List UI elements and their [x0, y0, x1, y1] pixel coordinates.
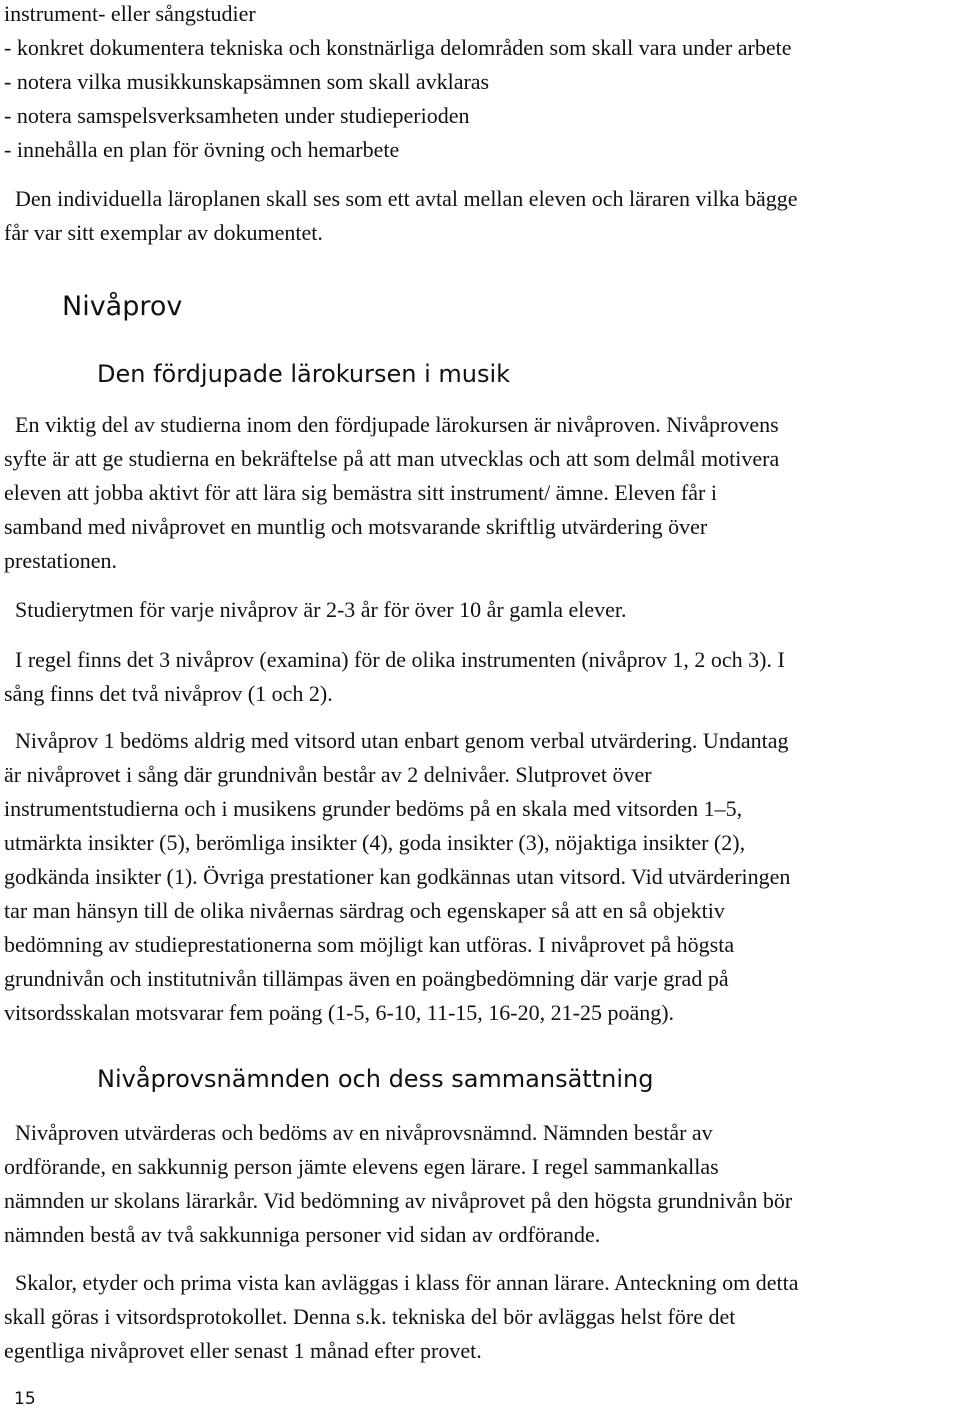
rhythm-paragraph	[4, 593, 959, 627]
paragraph-line: prestationen.	[4, 548, 118, 573]
paragraph-line: får var sitt exemplar av dokumentet.	[4, 220, 323, 245]
list-item: - innehålla en plan för övning och hemarbete	[4, 137, 400, 162]
list-item: instrument- eller sångstudier	[4, 1, 256, 26]
paragraph-line: ordförande, en sakkunnig person jämte elevens egen lärare. I regel sammankallas	[4, 1154, 719, 1179]
grading-paragraph	[4, 724, 959, 1030]
board-paragraph	[4, 1116, 959, 1252]
paragraph-line: sång finns det två nivåprov (1 och 2).	[4, 681, 333, 706]
paragraph-line: godkända insikter (1). Övriga prestationer kan godkännas utan vitsord. Vid utvärderingen	[4, 864, 791, 889]
paragraph-line: vitsordsskalan motsvarar fem poäng (1-5, 6-10, 11-15, 16-20, 21-25 poäng).	[4, 1000, 675, 1025]
paragraph-line: I regel finns det 3 nivåprov (examina) för de olika instrumenten (nivåprov 1, 2 och 3). I	[15, 647, 785, 672]
paragraph-line: Skalor, etyder och prima vista kan avläggas i klass för annan lärare. Anteckning om detta	[15, 1270, 799, 1295]
paragraph-line: nämnden bestå av två sakkunniga personer vid sidan av ordförande.	[4, 1222, 601, 1247]
course-paragraph	[4, 408, 959, 578]
paragraph-line: nämnden ur skolans lärarkår. Vid bedömning av nivåprovet på den högsta grundnivån bör	[4, 1188, 793, 1213]
paragraph-line: är nivåprovet i sång där grundnivån består av 2 delnivåer. Slutprovet över	[4, 762, 652, 787]
heading-nivaprov: Nivåprov	[62, 291, 183, 322]
paragraph-line: syfte är att ge studierna en bekräftelse på att man utvecklas och att som delmål motivera	[4, 446, 780, 471]
paragraph-line: skall göras i vitsordsprotokollet. Denna s.k. tekniska del bör avläggas helst före det	[4, 1304, 736, 1329]
paragraph-line: Nivåprov 1 bedöms aldrig med vitsord utan enbart genom verbal utvärdering. Undantag	[15, 728, 789, 753]
list-item: - notera samspelsverksamheten under studieperioden	[4, 103, 470, 128]
page-number: 15	[14, 1389, 36, 1409]
paragraph-line: samband med nivåprovet en muntlig och motsvarande skriftlig utvärdering över	[4, 514, 708, 539]
scales-paragraph	[4, 1266, 959, 1368]
count-paragraph	[4, 643, 959, 711]
paragraph-line: Den individuella läroplanen skall ses som ett avtal mellan eleven och läraren vilka bägge	[15, 186, 798, 211]
paragraph-line: egentliga nivåprovet eller senast 1 månad efter provet.	[4, 1338, 482, 1363]
paragraph-line: tar man hänsyn till de olika nivåernas särdrag och egenskaper så att en så objektiv	[4, 898, 725, 923]
plan-paragraph	[4, 182, 959, 250]
paragraph-line: instrumentstudierna och i musikens grunder bedöms på en skala med vitsorden 1–5,	[4, 796, 743, 821]
paragraph-line: grundnivån och institutnivån tillämpas även en poängbedömning där varje grad på	[4, 966, 729, 991]
paragraph-line: eleven att jobba aktivt för att lära sig bemästra sitt instrument/ ämne. Eleven får i	[4, 480, 717, 505]
list-item: - notera vilka musikkunskapsämnen som skall avklaras	[4, 69, 490, 94]
paragraph-line: En viktig del av studierna inom den fördjupade lärokursen är nivåproven. Nivåprovens	[15, 412, 779, 437]
paragraph-line: utmärkta insikter (5), berömliga insikter (4), goda insikter (3), nöjaktiga insikter (2),	[4, 830, 746, 855]
heading-nivaprovsnamnden: Nivåprovsnämnden och dess sammansättning	[97, 1065, 654, 1093]
intro-list	[4, 0, 791, 167]
list-item: - konkret dokumentera tekniska och konstnärliga delområden som skall vara under arbete	[4, 35, 792, 60]
paragraph-line: bedömning av studieprestationerna som möjligt kan utföras. I nivåprovet på högsta	[4, 932, 735, 957]
paragraph-line: Nivåproven utvärderas och bedöms av en nivåprovsnämnd. Nämnden består av	[15, 1120, 713, 1145]
heading-fordjupade-larokursen: Den fördjupade lärokursen i musik	[97, 360, 511, 388]
paragraph-line: Studierytmen för varje nivåprov är 2-3 år för över 10 år gamla elever.	[15, 597, 627, 622]
